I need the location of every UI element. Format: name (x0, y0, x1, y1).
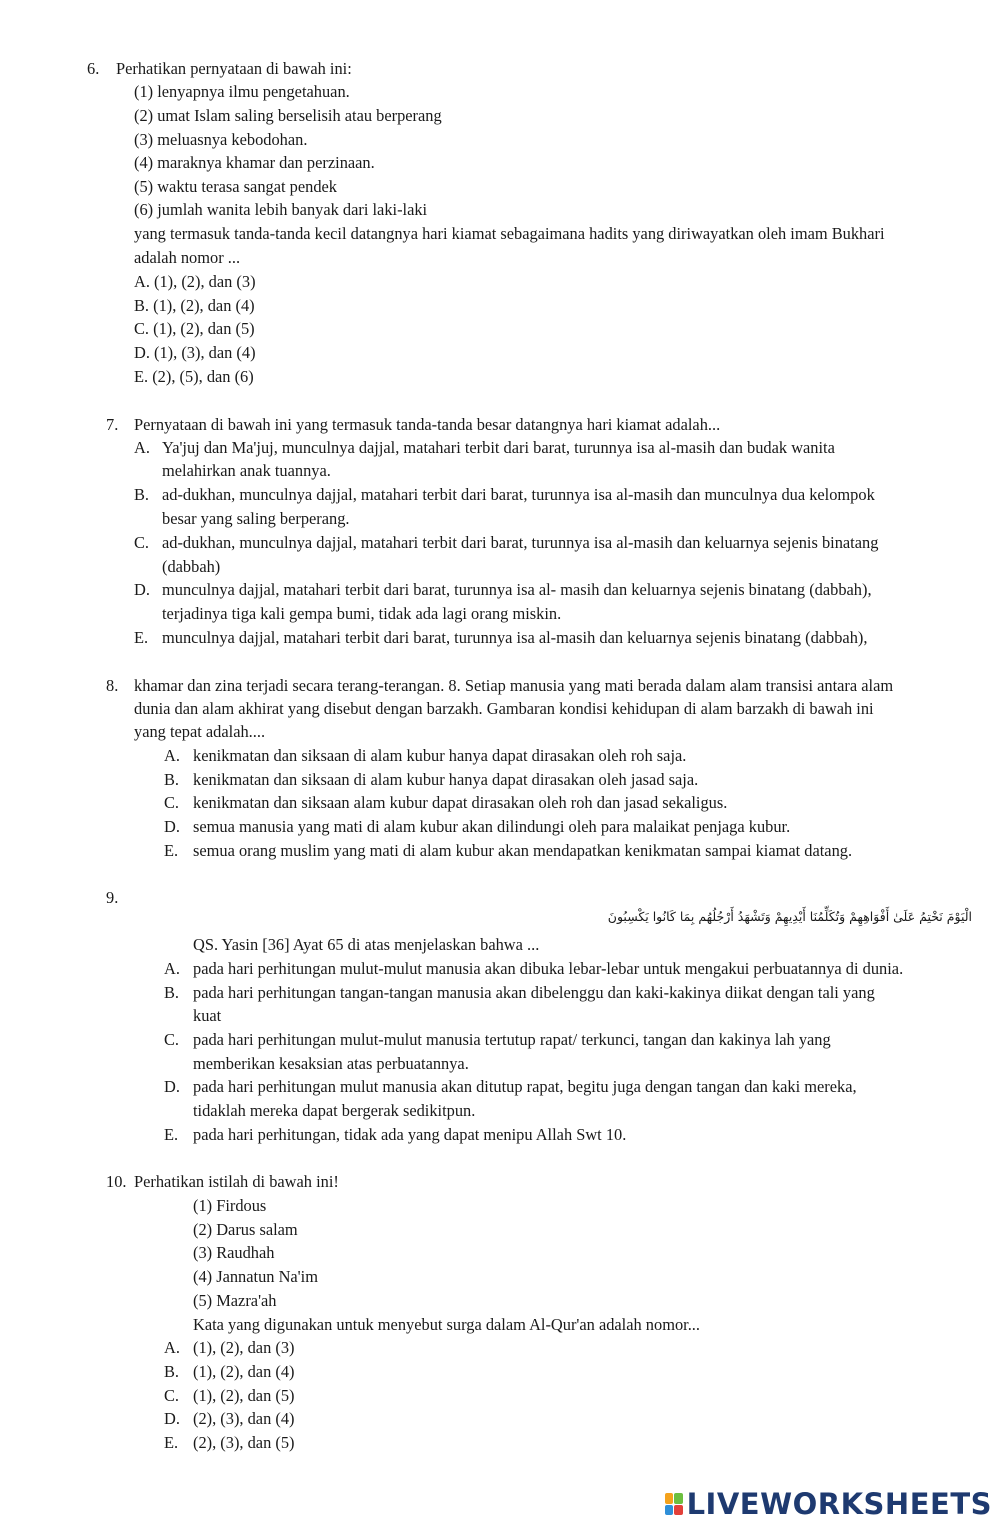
question-intro: Perhatikan pernyataan di bawah ini: (116, 59, 352, 78)
arabic-verse: الْيَوْمَ نَخْتِمُ عَلَىٰ أَفْوَاهِهِمْ وَتُكَلِّمُنَا أَيْدِيهِمْ وَتَشْهَدُ أَرْجُلُهُم بِمَا كَانُوا يَكْسِبُونَ (607, 909, 972, 924)
liveworksheets-logo[interactable] (665, 1487, 992, 1521)
logo-tile (665, 1493, 674, 1504)
question-intro: Perhatikan istilah di bawah ini! (134, 1172, 339, 1191)
statement: (1) lenyapnya ilmu pengetahuan. (134, 82, 350, 101)
option-letter[interactable]: E. (164, 1433, 179, 1452)
statement: (5) waktu terasa sangat pendek (134, 177, 337, 196)
question-text: Kata yang digunakan untuk menyebut surga dalam Al-Qur'an adalah nomor... (193, 1315, 700, 1334)
statement: (6) jumlah wanita lebih banyak dari laki-laki (134, 200, 428, 219)
answer-option-c[interactable]: (1), (2), dan (5) (193, 1386, 295, 1405)
answer-option-c-cont[interactable]: memberikan kesaksian atas perbuatannya. (193, 1054, 469, 1073)
question-text: yang termasuk tanda-tanda kecil datangnya hari kiamat sebagaimana hadits yang diriwayatkan oleh imam Bukhari (134, 224, 885, 243)
answer-option-e[interactable]: pada hari perhitungan, tidak ada yang dapat menipu Allah Swt 10. (193, 1125, 627, 1144)
term: (5) Mazra'ah (193, 1291, 277, 1310)
question-number: 9. (106, 888, 119, 907)
term: (3) Raudhah (193, 1243, 275, 1262)
question-intro: QS. Yasin [36] Ayat 65 di atas menjelaskan bahwa ... (193, 935, 540, 954)
option-letter[interactable]: A. (164, 746, 180, 765)
option-letter[interactable]: C. (164, 1030, 180, 1049)
answer-option-d[interactable]: munculnya dajjal, matahari terbit dari barat, turunnya isa al- masih dan keluarnya sejenis binatang (dabbah), (162, 580, 872, 599)
answer-option-a-cont[interactable]: melahirkan anak tuannya. (162, 461, 331, 480)
question-number: 8. (106, 676, 119, 695)
option-letter[interactable]: C. (164, 1386, 180, 1405)
option-letter[interactable]: B. (164, 983, 180, 1002)
answer-option-c-cont[interactable]: (dabbah) (162, 557, 221, 576)
liveworksheets-logo-icon (665, 1493, 683, 1515)
answer-option-c[interactable]: kenikmatan dan siksaan alam kubur dapat dirasakan oleh roh dan jasad sekaligus. (193, 793, 728, 812)
answer-option-d[interactable]: (2), (3), dan (4) (193, 1409, 295, 1428)
question-number: 10. (106, 1172, 127, 1191)
option-letter[interactable]: D. (134, 580, 150, 599)
answer-option-e[interactable]: E. (2), (5), dan (6) (134, 367, 254, 386)
question-intro: khamar dan zina terjadi secara terang-terangan. 8. Setiap manusia yang mati berada dalam alam transisi antara alam (134, 676, 894, 695)
option-letter[interactable]: D. (164, 1077, 180, 1096)
question-number: 6. (87, 59, 100, 78)
answer-option-a[interactable]: pada hari perhitungan mulut-mulut manusia akan dibuka lebar-lebar untuk mengakui perbuatannya di dunia. (193, 959, 904, 978)
question-intro: dunia dan alam akhirat yang disebut dengan barzakh. Gambaran kondisi kehidupan di alam barzakh di bawah ini (134, 699, 874, 718)
answer-option-d[interactable]: semua manusia yang mati di alam kubur akan dilindungi oleh para malaikat penjaga kubur. (193, 817, 791, 836)
answer-option-a[interactable]: (1), (2), dan (3) (193, 1338, 295, 1357)
answer-option-e[interactable]: semua orang muslim yang mati di alam kubur akan mendapatkan kenikmatan sampai kiamat datang. (193, 841, 853, 860)
question-intro: yang tepat adalah.... (134, 722, 266, 741)
question-text: adalah nomor ... (134, 248, 241, 267)
question-number: 7. (106, 415, 119, 434)
answer-option-b[interactable]: (1), (2), dan (4) (193, 1362, 295, 1381)
answer-option-c[interactable]: ad-dukhan, munculnya dajjal, matahari terbit dari barat, turunnya isa al-masih dan keluarnya sejenis binatang (162, 533, 879, 552)
option-letter[interactable]: A. (164, 1338, 180, 1357)
option-letter[interactable]: E. (134, 628, 149, 647)
logo-tile (674, 1505, 683, 1516)
option-letter[interactable]: B. (164, 770, 180, 789)
answer-option-c[interactable]: C. (1), (2), dan (5) (134, 319, 255, 338)
answer-option-d[interactable]: pada hari perhitungan mulut manusia akan ditutup rapat, begitu juga dengan tangan dan kaki mereka, (193, 1077, 857, 1096)
statement: (3) meluasnya kebodohan. (134, 130, 308, 149)
answer-option-b[interactable]: kenikmatan dan siksaan di alam kubur hanya dapat dirasakan oleh jasad saja. (193, 770, 699, 789)
term: (1) Firdous (193, 1196, 267, 1215)
answer-option-d[interactable]: D. (1), (3), dan (4) (134, 343, 256, 362)
liveworksheets-logo-text: LIVEWORKSHEETS (686, 1487, 992, 1521)
option-letter[interactable]: A. (134, 438, 150, 457)
option-letter[interactable]: B. (164, 1362, 180, 1381)
answer-option-b-cont[interactable]: kuat (193, 1006, 222, 1025)
answer-option-e[interactable]: (2), (3), dan (5) (193, 1433, 295, 1452)
term: (4) Jannatun Na'im (193, 1267, 318, 1286)
question-intro: Pernyataan di bawah ini yang termasuk tanda-tanda besar datangnya hari kiamat adalah... (134, 415, 721, 434)
statement: (2) umat Islam saling berselisih atau berperang (134, 106, 442, 125)
answer-option-b[interactable]: pada hari perhitungan tangan-tangan manusia akan dibelenggu dan kaki-kakinya diikat dengan tali yang (193, 983, 875, 1002)
answer-option-d-cont[interactable]: terjadinya tiga kali gempa bumi, tidak ada lagi orang miskin. (162, 604, 562, 623)
logo-tile (665, 1505, 674, 1516)
option-letter[interactable]: E. (164, 1125, 179, 1144)
answer-option-e[interactable]: munculnya dajjal, matahari terbit dari barat, turunnya isa al-masih dan keluarnya sejenis binatang (dabbah), (162, 628, 868, 647)
answer-option-c[interactable]: pada hari perhitungan mulut-mulut manusia tertutup rapat/ terkunci, tangan dan kakinya lah yang (193, 1030, 831, 1049)
answer-option-d-cont[interactable]: tidaklah mereka dapat bergerak sedikitpun. (193, 1101, 476, 1120)
term: (2) Darus salam (193, 1220, 298, 1239)
statement: (4) maraknya khamar dan perzinaan. (134, 153, 375, 172)
answer-option-a[interactable]: kenikmatan dan siksaan di alam kubur hanya dapat dirasakan oleh roh saja. (193, 746, 687, 765)
option-letter[interactable]: B. (134, 485, 150, 504)
answer-option-a[interactable]: A. (1), (2), dan (3) (134, 272, 256, 291)
answer-option-a[interactable]: Ya'juj dan Ma'juj, munculnya dajjal, matahari terbit dari barat, turunnya isa al-masih dan budak wanita (162, 438, 835, 457)
answer-option-b[interactable]: ad-dukhan, munculnya dajjal, matahari terbit dari barat, turunnya isa al-masih dan munculnya dua kelompok (162, 485, 875, 504)
option-letter[interactable]: D. (164, 1409, 180, 1428)
answer-option-b[interactable]: B. (1), (2), dan (4) (134, 296, 255, 315)
option-letter[interactable]: C. (164, 793, 180, 812)
answer-option-b-cont[interactable]: besar yang saling berperang. (162, 509, 350, 528)
option-letter[interactable]: E. (164, 841, 179, 860)
option-letter[interactable]: A. (164, 959, 180, 978)
logo-tile (674, 1493, 683, 1504)
option-letter[interactable]: C. (134, 533, 150, 552)
option-letter[interactable]: D. (164, 817, 180, 836)
